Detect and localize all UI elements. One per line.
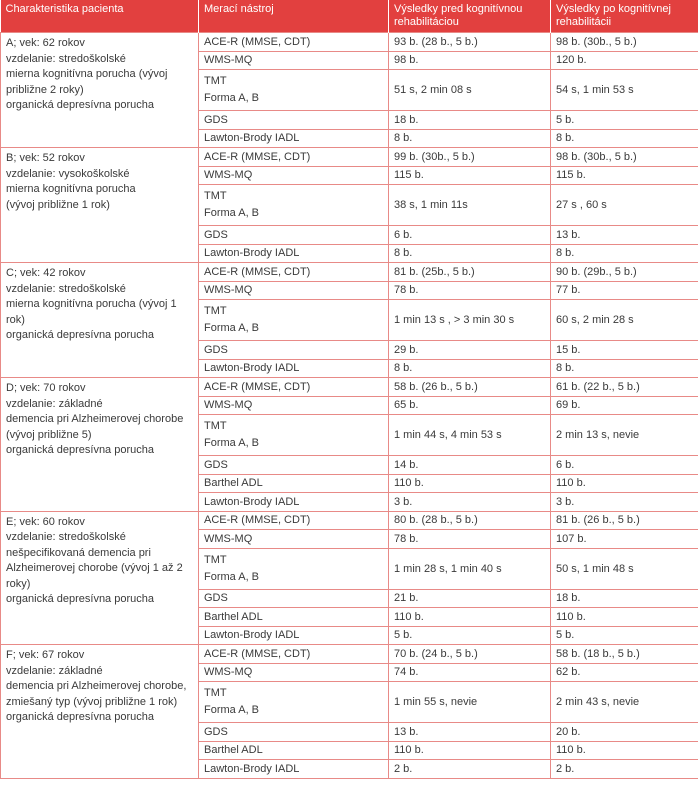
patient-characteristic-line: mierna kognitívna porucha xyxy=(6,183,136,195)
header-results-before: Výsledky pred kognitívnou rehabilitáciou xyxy=(389,0,551,33)
result-after-cell: 62 b. xyxy=(551,663,698,682)
result-before-cell: 2 b. xyxy=(389,760,551,779)
measurement-tool-label: Forma A, B xyxy=(204,570,260,583)
result-before-cell: 78 b. xyxy=(389,530,551,549)
result-after-cell: 54 s, 1 min 53 s xyxy=(551,70,698,111)
patient-characteristics-cell xyxy=(1,148,199,263)
result-after-cell: 5 b. xyxy=(551,111,698,130)
measurement-tool-label: ACE-R (MMSE, CDT) xyxy=(204,265,311,278)
measurement-tool-cell xyxy=(199,626,389,645)
result-after-cell: 20 b. xyxy=(551,723,698,742)
result-after-cell: 110 b. xyxy=(551,608,698,627)
measurement-tool-cell xyxy=(199,741,389,760)
measurement-tool-label: TMT xyxy=(204,190,227,202)
result-after-cell: 90 b. (29b., 5 b.) xyxy=(551,263,698,282)
measurement-tool-label: GDS xyxy=(204,725,228,738)
result-before-cell: 13 b. xyxy=(389,723,551,742)
measurement-tool-label: Forma A, B xyxy=(204,322,260,334)
measurement-tool-cell xyxy=(199,166,389,185)
patient-characteristic-line: vzdelanie: vysokoškolské xyxy=(6,167,130,180)
patient-characteristic-line: F; vek: 67 rokov xyxy=(6,649,85,661)
result-before-cell: 93 b. (28 b., 5 b.) xyxy=(389,33,551,52)
result-before-cell: 8 b. xyxy=(389,129,551,148)
patient-characteristics-cell xyxy=(1,645,199,779)
result-after-cell: 110 b. xyxy=(551,474,698,493)
result-before-cell: 21 b. xyxy=(389,589,551,608)
header-measurement-tool: Merací nástroj xyxy=(199,0,389,33)
measurement-tool-label: TMT xyxy=(204,420,227,432)
result-after-cell: 2 b. xyxy=(551,760,698,779)
measurement-tool-cell xyxy=(199,70,389,111)
result-after-cell: 5 b. xyxy=(551,626,698,645)
table-row xyxy=(1,148,698,167)
measurement-tool-cell xyxy=(199,723,389,742)
measurement-tool-cell xyxy=(199,281,389,300)
result-after-cell: 98 b. (30b., 5 b.) xyxy=(551,148,698,167)
measurement-tool-label: GDS xyxy=(204,228,228,241)
result-after-cell: 2 min 43 s, nevie xyxy=(551,682,698,723)
patient-characteristics-cell xyxy=(1,378,199,512)
result-before-cell: 80 b. (28 b., 5 b.) xyxy=(389,511,551,530)
result-before-cell: 29 b. xyxy=(389,341,551,360)
measurement-tool-label: GDS xyxy=(204,343,228,356)
measurement-tool-label: WMS-MQ xyxy=(204,532,253,545)
result-after-cell: 115 b. xyxy=(551,166,698,185)
result-after-cell: 69 b. xyxy=(551,396,698,415)
patient-characteristics-cell xyxy=(1,263,199,378)
patient-characteristics-cell xyxy=(1,511,199,645)
result-before-cell: 1 min 28 s, 1 min 40 s xyxy=(389,548,551,589)
measurement-tool-cell xyxy=(199,663,389,682)
result-before-cell: 38 s, 1 min 11s xyxy=(389,185,551,226)
header-row xyxy=(1,0,698,33)
result-before-cell: 70 b. (24 b., 5 b.) xyxy=(389,645,551,664)
result-before-cell: 6 b. xyxy=(389,226,551,245)
measurement-tool-label: Lawton-Brody IADL xyxy=(204,362,300,375)
patient-characteristic-line: (vývoj približne 1 rok) xyxy=(6,198,110,211)
result-after-cell: 27 s , 60 s xyxy=(551,185,698,226)
result-after-cell: 77 b. xyxy=(551,281,698,300)
result-after-cell: 61 b. (22 b., 5 b.) xyxy=(551,378,698,397)
table-row xyxy=(1,378,698,397)
result-after-cell: 110 b. xyxy=(551,741,698,760)
measurement-tool-cell xyxy=(199,33,389,52)
measurement-tool-label: ACE-R (MMSE, CDT) xyxy=(204,150,311,163)
table-row xyxy=(1,645,698,664)
measurement-tool-label: WMS-MQ xyxy=(204,284,253,297)
patient-characteristic-line: C; vek: 42 rokov xyxy=(6,267,86,279)
measurement-tool-cell xyxy=(199,760,389,779)
measurement-tool-cell xyxy=(199,608,389,627)
patient-characteristic-line: organická depresívna porucha xyxy=(6,329,154,341)
patient-characteristic-line: mierna kognitívna porucha (vývoj 1 rok) xyxy=(6,298,177,326)
result-after-cell: 15 b. xyxy=(551,341,698,360)
measurement-tool-label: ACE-R (MMSE, CDT) xyxy=(204,514,311,527)
result-after-cell: 8 b. xyxy=(551,129,698,148)
header-patient-characteristics: Charakteristika pacienta xyxy=(1,0,199,33)
measurement-tool-cell xyxy=(199,415,389,456)
measurement-tool-cell xyxy=(199,396,389,415)
result-before-cell: 1 min 13 s , > 3 min 30 s xyxy=(389,300,551,341)
measurement-tool-label: GDS xyxy=(204,113,228,126)
measurement-tool-cell xyxy=(199,645,389,664)
measurement-tool-label: TMT xyxy=(204,553,227,566)
patient-characteristic-line: mierna kognitívna porucha (vývoj približne 2 roky) xyxy=(6,68,168,96)
result-before-cell: 8 b. xyxy=(389,244,551,263)
measurement-tool-cell xyxy=(199,111,389,130)
measurement-tool-cell xyxy=(199,341,389,360)
result-after-cell: 50 s, 1 min 48 s xyxy=(551,548,698,589)
patient-characteristic-line: B; vek: 52 rokov xyxy=(6,152,85,164)
measurement-tool-label: Forma A, B xyxy=(204,207,260,219)
table-row xyxy=(1,263,698,282)
patient-characteristic-line: organická depresívna porucha xyxy=(6,99,154,111)
result-before-cell: 5 b. xyxy=(389,626,551,645)
measurement-tool-cell xyxy=(199,474,389,493)
measurement-tool-label: GDS xyxy=(204,458,228,471)
measurement-tool-cell xyxy=(199,185,389,226)
measurement-tool-cell xyxy=(199,51,389,70)
measurement-tool-label: Lawton-Brody IADL xyxy=(204,495,300,508)
patient-characteristic-line: vzdelanie: stredoškolské xyxy=(6,282,126,295)
result-before-cell: 58 b. (26 b., 5 b.) xyxy=(389,378,551,397)
measurement-tool-label: WMS-MQ xyxy=(204,399,253,412)
measurement-tool-cell xyxy=(199,148,389,167)
measurement-tool-cell xyxy=(199,244,389,263)
result-after-cell: 8 b. xyxy=(551,244,698,263)
measurement-tool-label: Forma A, B xyxy=(204,437,260,449)
result-after-cell: 2 min 13 s, nevie xyxy=(551,415,698,456)
measurement-tool-cell xyxy=(199,530,389,549)
measurement-tool-label: ACE-R (MMSE, CDT) xyxy=(204,35,311,48)
measurement-tool-cell xyxy=(199,456,389,475)
measurement-tool-label: Lawton-Brody IADL xyxy=(204,247,300,260)
patient-characteristic-line: demencia pri Alzheimerovej chorobe, zmiešaný typ (vývoj približne 1 rok) xyxy=(6,680,187,708)
result-before-cell: 1 min 55 s, nevie xyxy=(389,682,551,723)
result-after-cell: 107 b. xyxy=(551,530,698,549)
result-before-cell: 3 b. xyxy=(389,493,551,512)
patient-characteristic-line: vzdelanie: základné xyxy=(6,664,103,677)
patient-characteristic-line: vzdelanie: základné xyxy=(6,397,103,410)
patient-characteristic-line: vzdelanie: stredoškolské xyxy=(6,531,126,543)
patient-characteristic-line: organická depresívna porucha xyxy=(6,593,154,605)
measurement-tool-label: ACE-R (MMSE, CDT) xyxy=(204,380,311,393)
measurement-tool-cell xyxy=(199,511,389,530)
result-before-cell: 110 b. xyxy=(389,474,551,493)
result-before-cell: 8 b. xyxy=(389,359,551,378)
measurement-tool-label: Forma A, B xyxy=(204,704,260,716)
measurement-tool-cell xyxy=(199,493,389,512)
measurement-tool-cell xyxy=(199,129,389,148)
measurement-tool-label: GDS xyxy=(204,592,228,605)
result-after-cell: 18 b. xyxy=(551,589,698,608)
measurement-tool-cell xyxy=(199,378,389,397)
measurement-tool-cell xyxy=(199,548,389,589)
measurement-tool-cell xyxy=(199,682,389,723)
result-before-cell: 65 b. xyxy=(389,396,551,415)
patient-characteristic-line: organická depresívna porucha xyxy=(6,711,154,723)
measurement-tool-label: Lawton-Brody IADL xyxy=(204,132,300,145)
measurement-tool-label: Barthel ADL xyxy=(204,477,263,490)
result-before-cell: 78 b. xyxy=(389,281,551,300)
measurement-tool-label: WMS-MQ xyxy=(204,54,253,67)
patient-characteristic-line: nešpecifikovaná demencia pri Alzheimerovej chorobe (vývoj 1 až 2 roky) xyxy=(6,546,183,590)
measurement-tool-label: WMS-MQ xyxy=(204,169,253,182)
result-after-cell: 58 b. (18 b., 5 b.) xyxy=(551,645,698,664)
result-before-cell: 51 s, 2 min 08 s xyxy=(389,70,551,111)
measurement-tool-label: Forma A, B xyxy=(204,92,260,104)
header-results-after: Výsledky po kognitívnej rehabilitácii xyxy=(551,0,698,33)
measurement-tool-cell xyxy=(199,226,389,245)
result-after-cell: 13 b. xyxy=(551,226,698,245)
result-after-cell: 3 b. xyxy=(551,493,698,512)
table-row xyxy=(1,511,698,530)
result-after-cell: 8 b. xyxy=(551,359,698,378)
patient-characteristic-line: vzdelanie: stredoškolské xyxy=(6,52,126,65)
measurement-tool-label: WMS-MQ xyxy=(204,666,253,679)
result-after-cell: 81 b. (26 b., 5 b.) xyxy=(551,511,698,530)
measurement-tool-label: ACE-R (MMSE, CDT) xyxy=(204,647,311,660)
result-after-cell: 98 b. (30b., 5 b.) xyxy=(551,33,698,52)
measurement-tool-label: Barthel ADL xyxy=(204,610,263,623)
result-after-cell: 120 b. xyxy=(551,51,698,70)
measurement-tool-label: TMT xyxy=(204,305,227,317)
result-before-cell: 110 b. xyxy=(389,741,551,760)
patient-characteristic-line: organická depresívna porucha xyxy=(6,444,154,456)
result-before-cell: 1 min 44 s, 4 min 53 s xyxy=(389,415,551,456)
measurement-tool-cell xyxy=(199,300,389,341)
patient-characteristic-line: E; vek: 60 rokov xyxy=(6,515,85,528)
measurement-tool-label: Barthel ADL xyxy=(204,744,263,757)
measurement-tool-cell xyxy=(199,263,389,282)
result-before-cell: 110 b. xyxy=(389,608,551,627)
patient-characteristic-line: demencia pri Alzheimerovej chorobe (vývoj približne 5) xyxy=(6,413,184,441)
measurement-tool-label: TMT xyxy=(204,75,227,87)
measurement-tool-cell xyxy=(199,589,389,608)
result-before-cell: 98 b. xyxy=(389,51,551,70)
result-before-cell: 99 b. (30b., 5 b.) xyxy=(389,148,551,167)
result-before-cell: 14 b. xyxy=(389,456,551,475)
measurement-tool-label: TMT xyxy=(204,687,227,699)
result-before-cell: 18 b. xyxy=(389,111,551,130)
table-row xyxy=(1,33,698,52)
measurement-tool-label: Lawton-Brody IADL xyxy=(204,629,300,642)
result-after-cell: 60 s, 2 min 28 s xyxy=(551,300,698,341)
table-body xyxy=(1,33,698,779)
measurement-tool-cell xyxy=(199,359,389,378)
result-after-cell: 6 b. xyxy=(551,456,698,475)
result-before-cell: 81 b. (25b., 5 b.) xyxy=(389,263,551,282)
patient-characteristics-cell xyxy=(1,33,199,148)
result-before-cell: 74 b. xyxy=(389,663,551,682)
measurement-tool-label: Lawton-Brody IADL xyxy=(204,762,300,775)
result-before-cell: 115 b. xyxy=(389,166,551,185)
patient-characteristic-line: D; vek: 70 rokov xyxy=(6,382,86,394)
patient-characteristic-line: A; vek: 62 rokov xyxy=(6,37,85,49)
